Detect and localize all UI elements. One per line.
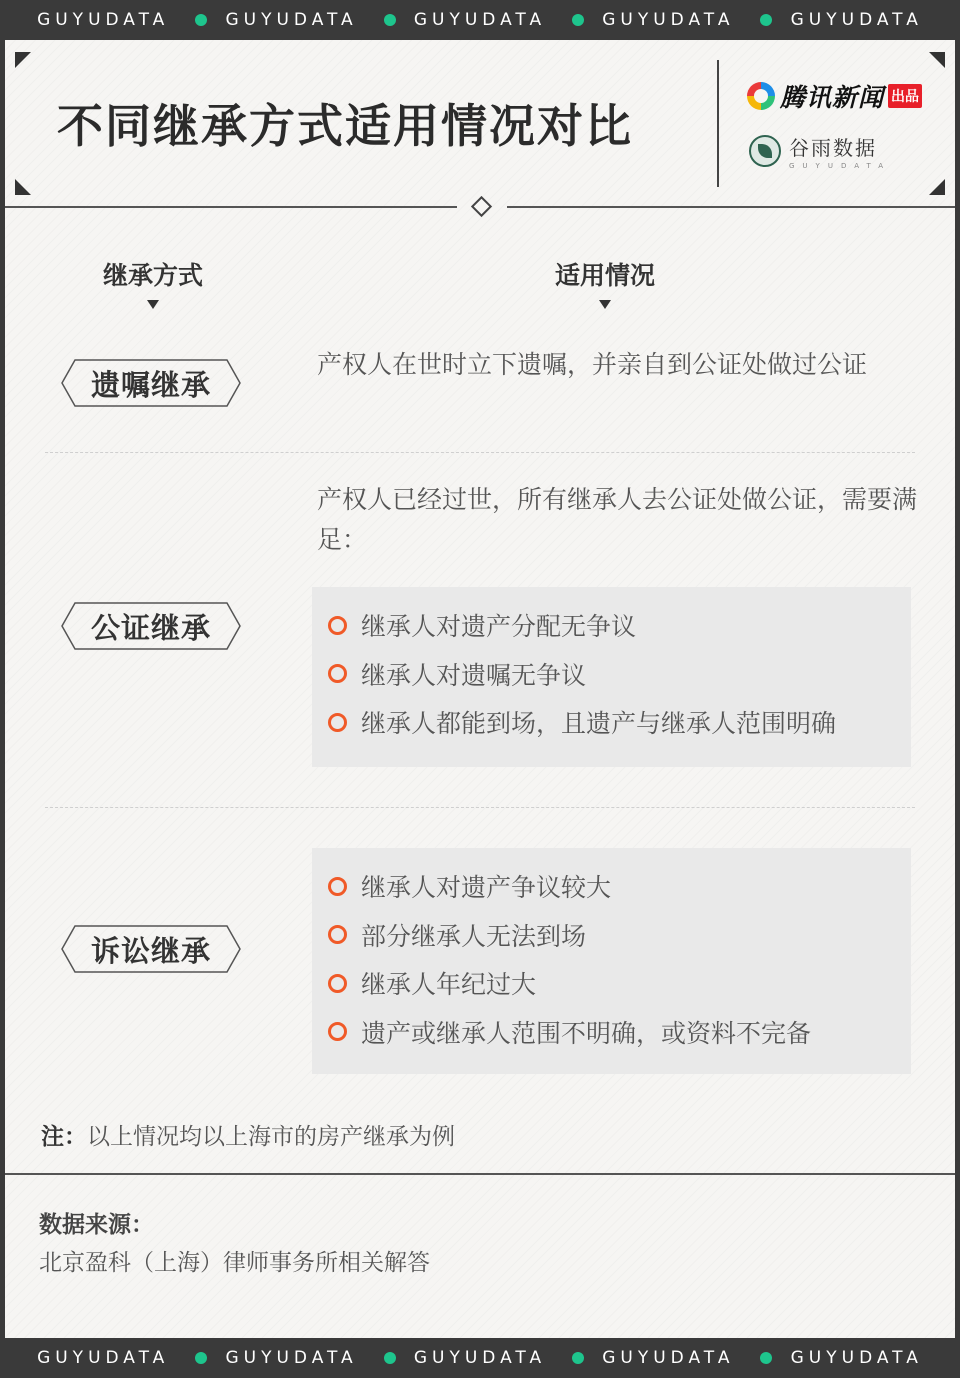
green-dot-icon: [572, 1352, 584, 1364]
green-dot-icon: [760, 1352, 772, 1364]
green-dot-icon: [384, 1352, 396, 1364]
corner-triangle-icon: [15, 179, 31, 195]
column-header-method: 继承方式: [102, 261, 203, 290]
header: [5, 40, 955, 207]
green-dot-icon: [572, 14, 584, 26]
circle-bullet-icon: [328, 925, 347, 944]
list-item: 继承人对遗产争议较大: [328, 862, 911, 911]
circle-bullet-icon: [328, 616, 347, 635]
green-dot-icon: [384, 14, 396, 26]
band-item: GUYUDATA: [414, 10, 584, 30]
band-item: GUYUDATA: [414, 1348, 584, 1368]
divider-line: [507, 206, 955, 208]
list-item: 继承人对遗嘱无争议: [328, 650, 911, 699]
footnote: 注：以上情况均以上海市的房产继承为例: [41, 1124, 455, 1150]
band-item: GUYUDATA: [602, 10, 772, 30]
list-item: 继承人年纪过大: [328, 959, 911, 1008]
guyu-data-logo: [749, 132, 891, 170]
circle-bullet-icon: [328, 713, 347, 732]
method-label-notary: 公证继承: [61, 602, 241, 650]
corner-triangle-icon: [15, 52, 31, 68]
arrow-down-icon: [147, 300, 159, 309]
band-item: GUYUDATA: [225, 1348, 395, 1368]
content-card: [5, 40, 955, 1338]
column-header-usage: 适用情况: [554, 261, 655, 290]
dashed-separator: [45, 452, 915, 453]
dashed-separator: [45, 807, 915, 808]
circle-bullet-icon: [328, 1022, 347, 1041]
circle-bullet-icon: [328, 974, 347, 993]
section-divider: [5, 1173, 955, 1175]
arrow-down-icon: [599, 300, 611, 309]
corner-triangle-icon: [929, 179, 945, 195]
method-label-litigation: 诉讼继承: [61, 925, 241, 973]
band-item: GUYUDATA: [790, 1348, 923, 1368]
tencent-news-name: 腾讯新闻: [780, 83, 885, 112]
list-item: 部分继承人无法到场: [328, 911, 911, 960]
circle-bullet-icon: [328, 664, 347, 683]
green-dot-icon: [195, 1352, 207, 1364]
header-divider: [717, 60, 719, 187]
method-label-will: 遗嘱继承: [61, 359, 241, 407]
guyu-bird-icon: [749, 135, 781, 167]
conditions-box: [312, 587, 911, 767]
band-item: GUYUDATA: [37, 1348, 207, 1368]
row-description: 产权人在世时立下遗嘱，并亲自到公证处做过公证: [317, 350, 868, 379]
conditions-box: [312, 848, 911, 1074]
source-text: 北京盈科（上海）律师事务所相关解答: [39, 1250, 430, 1276]
band-item: GUYUDATA: [225, 10, 395, 30]
bottom-brand-band: [0, 1338, 960, 1378]
corner-triangle-icon: [929, 52, 945, 68]
band-item: GUYUDATA: [602, 1348, 772, 1368]
source-label: 数据来源：: [39, 1212, 154, 1238]
guyu-name: 谷雨数据: [789, 136, 877, 160]
page-title: 不同继承方式适用情况对比: [57, 99, 633, 153]
band-item: GUYUDATA: [37, 10, 207, 30]
row-description: 产权人已经过世，所有继承人去公证处做公证，需要满足：: [317, 485, 918, 554]
divider-line: [5, 206, 457, 208]
circle-bullet-icon: [328, 877, 347, 896]
band-item: GUYUDATA: [790, 10, 923, 30]
produced-badge: 出品: [888, 84, 922, 108]
list-item: 继承人对遗产分配无争议: [328, 601, 911, 650]
list-item: 继承人都能到场，且遗产与继承人范围明确: [328, 698, 911, 747]
tencent-news-logo: [747, 78, 922, 114]
green-dot-icon: [195, 14, 207, 26]
top-brand-band: [0, 0, 960, 40]
guyu-sub: GUYUDATA: [789, 162, 891, 170]
green-dot-icon: [760, 14, 772, 26]
list-item: 遗产或继承人范围不明确，或资料不完备: [328, 1008, 911, 1057]
tencent-news-icon: [747, 82, 775, 110]
